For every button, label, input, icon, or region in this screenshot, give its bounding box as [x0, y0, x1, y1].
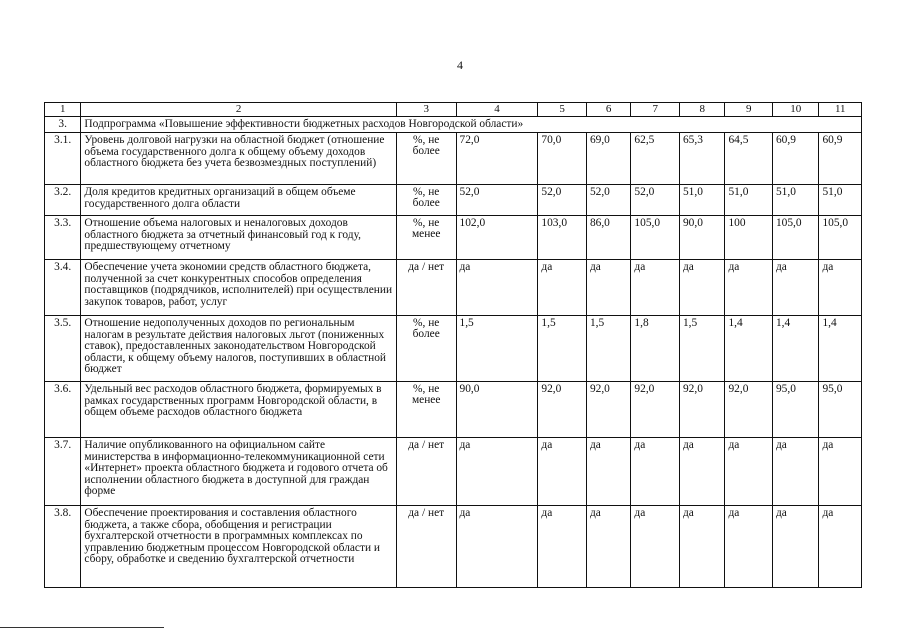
value-cell: 1,4 — [819, 316, 862, 382]
value-cell: да — [538, 260, 587, 316]
value-cell: да — [725, 438, 773, 506]
value-cell: 92,0 — [586, 382, 630, 438]
header-cell: 6 — [586, 103, 630, 117]
value-cell: 92,0 — [725, 382, 773, 438]
value-cell: да — [819, 506, 862, 588]
table-row — [45, 382, 862, 438]
header-cell: 7 — [631, 103, 680, 117]
value-cell: 95,0 — [772, 382, 819, 438]
header-cell: 10 — [772, 103, 819, 117]
value-cell: 95,0 — [819, 382, 862, 438]
unit-cell: да / нет — [396, 506, 456, 588]
indicator-text: Отношение объема налоговых и неналоговых доходов областного бюджета за отчетный финансовый год к году, предшествующему отчетному — [81, 216, 396, 260]
row-number: 3.1. — [45, 133, 81, 185]
value-cell: да — [631, 438, 680, 506]
header-cell: 1 — [45, 103, 81, 117]
indicator-text: Удельный вес расходов областного бюджета, формируемых в рамках государственных программ Новгородской области, в общем объеме расходов областного бюджета — [81, 382, 396, 438]
unit-cell: да / нет — [396, 438, 456, 506]
value-cell: 86,0 — [586, 216, 630, 260]
indicator-text: Уровень долговой нагрузки на областной бюджет (отношение объема государственного долга к общему объему доходов областного бюджета без учета безвозмездных поступлений) — [81, 133, 396, 185]
header-cell: 4 — [456, 103, 538, 117]
page-number: 4 — [457, 58, 463, 72]
value-cell: да — [631, 506, 680, 588]
table-row — [45, 506, 862, 588]
row-number: 3.4. — [45, 260, 81, 316]
value-cell: 1,8 — [631, 316, 680, 382]
unit-cell: %, не менее — [396, 216, 456, 260]
unit-cell: да / нет — [396, 260, 456, 316]
header-row — [45, 103, 862, 117]
value-cell: да — [725, 260, 773, 316]
row-number: 3.5. — [45, 316, 81, 382]
value-cell: да — [772, 260, 819, 316]
value-cell: 103,0 — [538, 216, 587, 260]
value-cell: 102,0 — [456, 216, 538, 260]
value-cell: 51,0 — [725, 185, 773, 216]
header-cell: 11 — [819, 103, 862, 117]
value-cell: 92,0 — [679, 382, 725, 438]
row-number: 3.3. — [45, 216, 81, 260]
value-cell: да — [586, 438, 630, 506]
value-cell: да — [586, 506, 630, 588]
value-cell: 69,0 — [586, 133, 630, 185]
indicator-text: Отношение недополученных доходов по региональным налогам в результате действия налоговых льгот (пониженных ставок), предоставленных законодательством Новгородской области, к общему объему налогов, поступивших в областной бюджет — [81, 316, 396, 382]
value-cell: 100 — [725, 216, 773, 260]
row-number: 3.2. — [45, 185, 81, 216]
value-cell: да — [772, 438, 819, 506]
value-cell: да — [679, 506, 725, 588]
value-cell: 1,4 — [772, 316, 819, 382]
table-row — [45, 216, 862, 260]
indicator-text: Наличие опубликованного на официальном сайте министерства в информационно-телекоммуникационной сети «Интернет» проекта областного бюджета и годового отчета об исполнении областного бюджета в доступной для граждан форме — [81, 438, 396, 506]
section-title: Подпрограмма «Повышение эффективности бюджетных расходов Новгородской области» — [81, 117, 862, 133]
indicator-text: Обеспечение проектирования и составления областного бюджета, а также сбора, обобщения и регистрации бухгалтерской отчетности в программных комплексах по управлению бюджетным процессом Новгородской области и сбору, обработке и сведению бухгалтерской отчетности — [81, 506, 396, 588]
value-cell: да — [456, 438, 538, 506]
table-row — [45, 185, 862, 216]
value-cell: 51,0 — [772, 185, 819, 216]
indicator-text: Доля кредитов кредитных организаций в общем объеме государственного долга области — [81, 185, 396, 216]
value-cell: 1,4 — [725, 316, 773, 382]
value-cell: 60,9 — [819, 133, 862, 185]
value-cell: 1,5 — [679, 316, 725, 382]
value-cell: 52,0 — [631, 185, 680, 216]
header-cell: 9 — [725, 103, 773, 117]
value-cell: 72,0 — [456, 133, 538, 185]
header-cell: 3 — [396, 103, 456, 117]
value-cell: 92,0 — [631, 382, 680, 438]
row-number: 3.6. — [45, 382, 81, 438]
value-cell: 52,0 — [586, 185, 630, 216]
section-number: 3. — [45, 117, 81, 133]
indicator-text: Обеспечение учета экономии средств областного бюджета, полученной за счет конкурентных способов определения поставщиков (подрядчиков, исполнителей) при осуществлении закупок товаров, работ, услуг — [81, 260, 396, 316]
table-row — [45, 133, 862, 185]
value-cell: 1,5 — [586, 316, 630, 382]
value-cell: 52,0 — [456, 185, 538, 216]
unit-cell: %, не более — [396, 185, 456, 216]
value-cell: 90,0 — [456, 382, 538, 438]
footnote-rule — [0, 627, 164, 628]
row-number: 3.8. — [45, 506, 81, 588]
value-cell: да — [538, 506, 587, 588]
header-cell: 8 — [679, 103, 725, 117]
value-cell: 92,0 — [538, 382, 587, 438]
value-cell: 65,3 — [679, 133, 725, 185]
value-cell: 70,0 — [538, 133, 587, 185]
header-cell: 5 — [538, 103, 587, 117]
value-cell: 105,0 — [819, 216, 862, 260]
value-cell: 90,0 — [679, 216, 725, 260]
value-cell: да — [456, 506, 538, 588]
value-cell: 1,5 — [538, 316, 587, 382]
value-cell: да — [725, 506, 773, 588]
value-cell: да — [456, 260, 538, 316]
value-cell: да — [772, 506, 819, 588]
value-cell: 51,0 — [679, 185, 725, 216]
value-cell: да — [819, 438, 862, 506]
row-number: 3.7. — [45, 438, 81, 506]
header-cell: 2 — [81, 103, 396, 117]
unit-cell: %, не менее — [396, 382, 456, 438]
value-cell: 1,5 — [456, 316, 538, 382]
table-row — [45, 316, 862, 382]
value-cell: 52,0 — [538, 185, 587, 216]
value-cell: да — [631, 260, 680, 316]
unit-cell: %, не более — [396, 316, 456, 382]
value-cell: 105,0 — [772, 216, 819, 260]
value-cell: 64,5 — [725, 133, 773, 185]
value-cell: 51,0 — [819, 185, 862, 216]
value-cell: 60,9 — [772, 133, 819, 185]
value-cell: да — [586, 260, 630, 316]
value-cell: да — [679, 438, 725, 506]
value-cell: да — [538, 438, 587, 506]
table-row — [45, 438, 862, 506]
value-cell: да — [679, 260, 725, 316]
value-cell: 105,0 — [631, 216, 680, 260]
value-cell: да — [819, 260, 862, 316]
table-row — [45, 260, 862, 316]
indicators-table — [44, 102, 862, 588]
unit-cell: %, не более — [396, 133, 456, 185]
section-row — [45, 117, 862, 133]
value-cell: 62,5 — [631, 133, 680, 185]
